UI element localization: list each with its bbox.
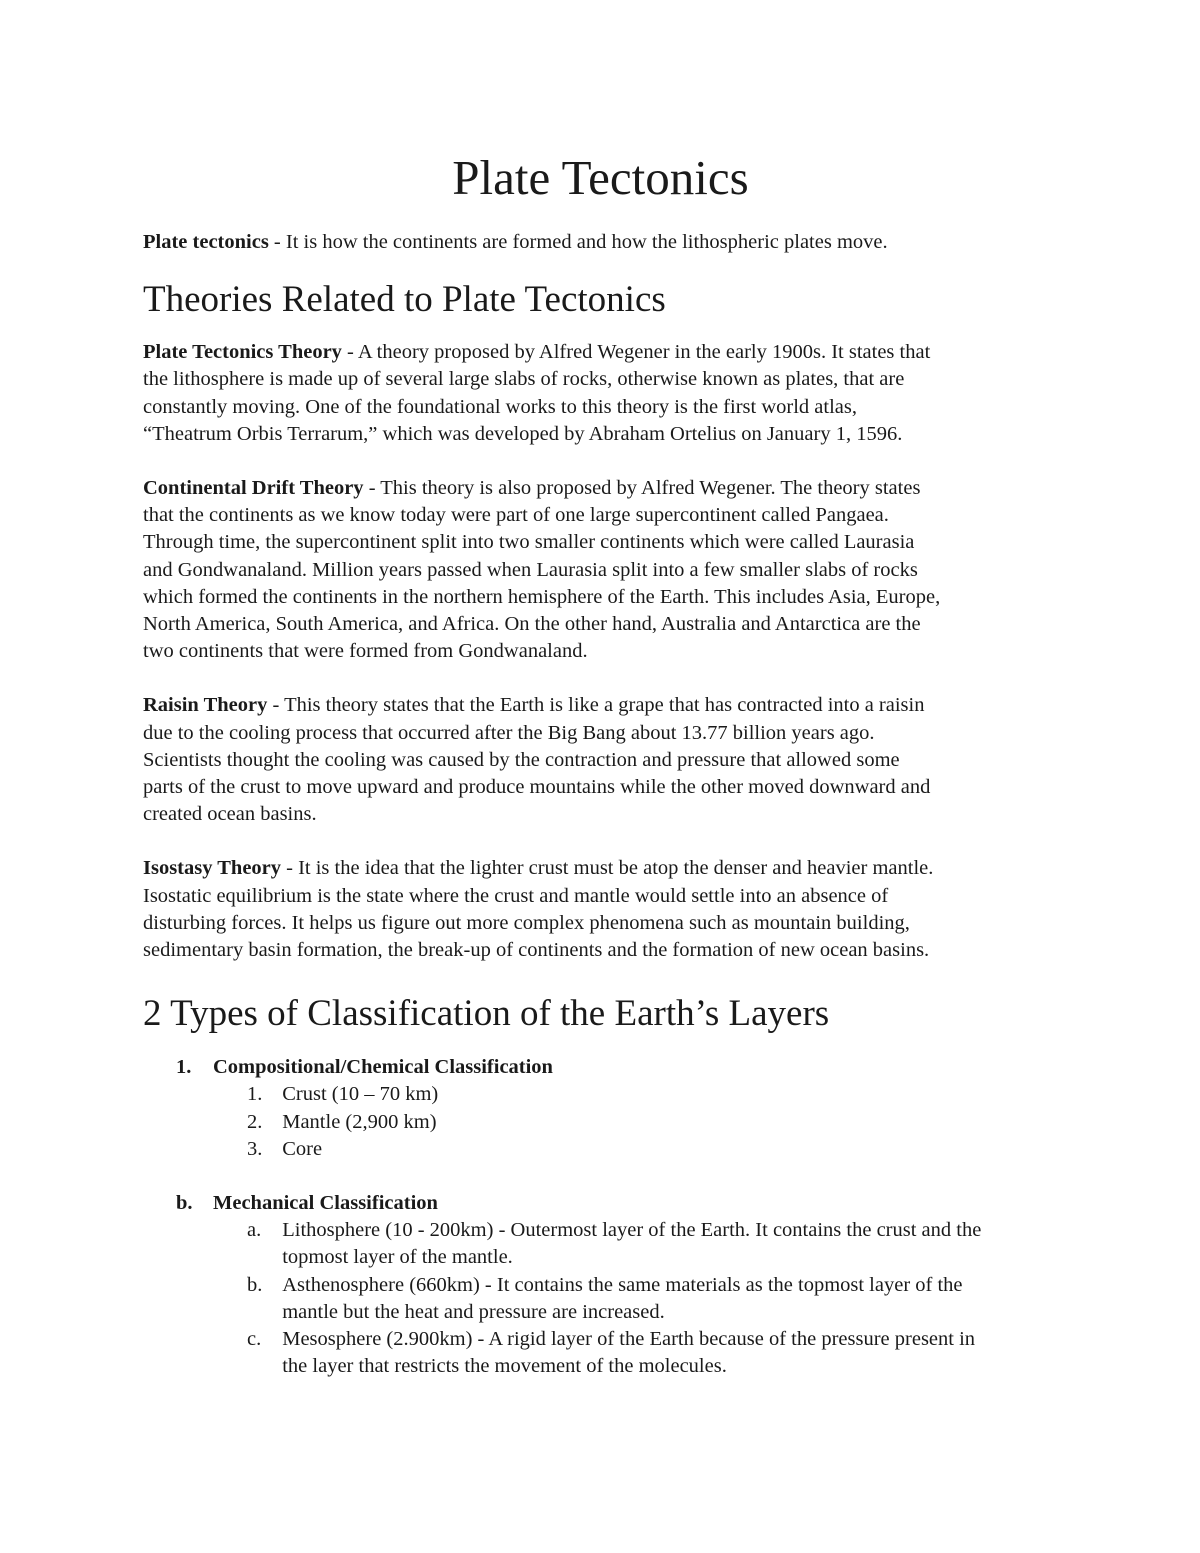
theories-heading: Theories Related to Plate Tectonics [143, 279, 666, 321]
theory-term: Isostasy Theory [143, 857, 282, 880]
intro-term: Plate tectonics [143, 231, 269, 253]
intro-paragraph [143, 229, 1063, 256]
list-text: Core [282, 1137, 323, 1160]
list-marker: c. [247, 1328, 262, 1351]
theory-paragraph [143, 692, 1063, 828]
list-item [143, 1190, 1063, 1217]
classification-list [143, 1054, 1063, 1380]
list-marker: b. [176, 1192, 193, 1215]
list-item [143, 1081, 1063, 1108]
theory-text: - This theory states that the Earth is like a grape that has contracted into a raisin due to the cooling process that occurred after the Big Bang about 13.77 billion years ago. Scientists thought the cooling was caused by the contraction and pressure that allowed some parts of the crust to move upward and produce mountains while the other moved downward and created ocean basins. [143, 694, 931, 826]
theory-paragraph [143, 855, 1063, 964]
list-label: Compositional/Chemical Classification [213, 1056, 553, 1079]
theory-paragraph [143, 475, 1063, 665]
list-marker: 2. [247, 1110, 263, 1133]
list-marker: 3. [247, 1137, 263, 1160]
theory-term: Continental Drift Theory [143, 477, 364, 500]
document-page [143, 148, 1063, 1381]
list-text: Asthenosphere (660km) - It contains the same materials as the topmost layer of the mantle but the heat and pressure are increased. [282, 1273, 963, 1323]
list-item [143, 1326, 1063, 1380]
theory-text: - It is the idea that the lighter crust must be atop the denser and heavier mantle. Isostatic equilibrium is the state where the crust and mantle would settle into an absence of disturbing forces. It helps us figure out more complex phenomena such as mountain building, sedimentary basin formation, the break-up of continents and the formation of new ocean basins. [143, 857, 934, 962]
list-item [143, 1272, 1063, 1326]
theory-text: - This theory is also proposed by Alfred Wegener. The theory states that the continents as we know today were part of one large supercontinent called Pangaea. Through time, the supercontinent split into two smaller continents which were called Laurasia and Gondwanaland. Million years passed when Laurasia split into a few smaller slabs of rocks which formed the continents in the northern hemisphere of the Earth. This includes Asia, Europe, North America, South America, and Africa. On the other hand, Australia and Antarctica are the two continents that were formed from Gondwanaland. [143, 477, 941, 663]
list-marker: 1. [176, 1056, 192, 1079]
list-text: Mesosphere (2.900km) - A rigid layer of the Earth because of the pressure present in the layer that restricts the movement of the molecules. [282, 1328, 976, 1378]
list-item [143, 1217, 1063, 1271]
list-item [143, 1109, 1063, 1136]
theory-paragraph [143, 339, 1063, 448]
theory-text: - A theory proposed by Alfred Wegener in the early 1900s. It states that the lithosphere is made up of several large slabs of rocks, otherwise known as plates, that are constantly moving. One of the foundational works to this theory is the first world atlas, “Theatrum Orbis Terrarum,” which was developed by Abraham Ortelius on January 1, 1596. [143, 341, 931, 445]
theory-term: Plate Tectonics Theory [143, 341, 342, 364]
document-title: Plate Tectonics [452, 150, 749, 205]
list-item [143, 1054, 1063, 1081]
list-item [143, 1136, 1063, 1163]
list-text: Crust (10 – 70 km) [282, 1083, 439, 1106]
list-text: Mantle (2,900 km) [282, 1110, 437, 1133]
classification-heading: 2 Types of Classification of the Earth’s Layers [143, 993, 830, 1035]
list-marker: b. [247, 1273, 263, 1296]
list-marker: 1. [247, 1083, 263, 1106]
intro-text: - It is how the continents are formed and how the lithospheric plates move. [268, 231, 888, 253]
theory-term: Raisin Theory [143, 694, 268, 717]
list-marker: a. [247, 1219, 262, 1242]
list-label: Mechanical Classification [213, 1192, 438, 1215]
list-text: Lithosphere (10 - 200km) - Outermost layer of the Earth. It contains the crust and the topmost layer of the mantle. [282, 1219, 982, 1269]
